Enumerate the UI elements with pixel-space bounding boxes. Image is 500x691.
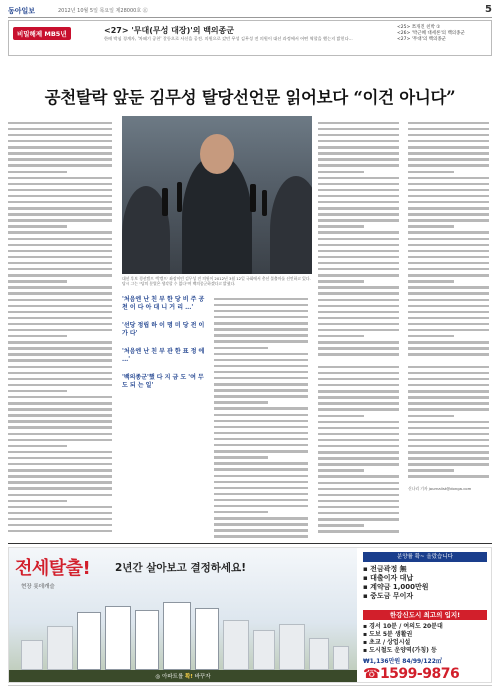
series-description: 한때 박심 경계자, '차떼기 공천' 갈등으로 사신을 공전. 의원으로 갔던 무성 김무성 전 의원이 대선 과정에서 어떤 역할을 했는지 밝힌다... bbox=[104, 36, 353, 41]
series-title: <27> '무대(무성 대장)'의 백의종군 bbox=[104, 26, 235, 35]
building-icon bbox=[163, 602, 191, 670]
ad-benefit-item: ▪ 전금곽정 無 bbox=[363, 565, 407, 573]
ad-side-top: 분양률 확~ 올랐습니다 bbox=[363, 552, 487, 562]
article-column-3 bbox=[318, 120, 402, 360]
pull-quote: '선당 정립 하 이 명 미 당 전 이 가 다' bbox=[122, 322, 205, 337]
series-episode[interactable]: <25> 쪼개진 친박 ① bbox=[397, 25, 441, 30]
ad-location-item: ▪ 초교 / 상업시설 bbox=[363, 639, 411, 646]
building-icon bbox=[333, 646, 349, 670]
masthead bbox=[8, 6, 492, 18]
issue-date: 2012년 10월 5일 목요일 제28000호 ㊄ bbox=[58, 8, 148, 14]
ad-footer: ◎ 아파트를 확! 바꾸자 bbox=[9, 670, 357, 683]
text-line-placeholder bbox=[214, 534, 312, 540]
article-column-4 bbox=[408, 120, 492, 360]
text-line-placeholder bbox=[408, 474, 492, 480]
text-line-placeholder bbox=[408, 352, 492, 358]
series-episode-list bbox=[397, 25, 465, 43]
article-column-6 bbox=[408, 364, 492, 484]
text-line-placeholder bbox=[318, 352, 402, 358]
ad-price: ₩1,136만원 84/99/122㎡ bbox=[363, 658, 442, 665]
text-line-placeholder bbox=[318, 529, 402, 535]
building-icon bbox=[309, 638, 329, 670]
series-badge: 비밀해제 MB5년 bbox=[13, 27, 71, 40]
microphone-icon bbox=[262, 190, 267, 216]
building-icon bbox=[279, 624, 305, 670]
pull-quote: '백의종군'했 다 지 금 도 '여 무 도 되 는 일' bbox=[122, 374, 204, 389]
pull-quotes bbox=[122, 296, 208, 400]
ad-benefit-list bbox=[363, 565, 487, 601]
microphone-icon bbox=[162, 188, 168, 216]
building-icon bbox=[21, 640, 43, 670]
building-icon bbox=[77, 612, 101, 670]
building-icon bbox=[253, 630, 275, 670]
article-byline: 신나리 기자 journalist@donga.com bbox=[408, 486, 472, 491]
building-icon bbox=[105, 606, 131, 670]
pull-quote: '처음엔 난 친 부 관 한 표 정 에 ...' bbox=[122, 348, 205, 363]
ad-divider bbox=[8, 543, 492, 544]
series-episode[interactable]: <27> '무대'의 백의종군 bbox=[397, 37, 447, 42]
building-icon bbox=[223, 620, 249, 670]
article-column-1 bbox=[8, 120, 116, 540]
ad-location-banner: 한강신도시 최고의 입지! bbox=[363, 610, 487, 620]
article-column-2 bbox=[214, 296, 312, 540]
photo-face bbox=[200, 134, 234, 174]
ad-benefit-item: ▪ 계약금 1,000만원 bbox=[363, 583, 429, 591]
ad-benefit-item: ▪ 대출이자 대납 bbox=[363, 574, 414, 582]
photo-caption: 대선 후보 경선캠프 '박캠프' 좌장이던 김무성 전 의원이 2012년 3월 12일 국회에서 총선 불출마를 선언하고 있다. 당시 그는 "당의 분열은 생각할 수 없다"며 백의종군하겠다고 밝혔다. bbox=[122, 276, 311, 286]
photo-figure bbox=[270, 176, 312, 274]
ad-phone-number[interactable]: ☎1599-9876 bbox=[363, 666, 460, 682]
ad-side-panel bbox=[357, 548, 492, 683]
text-line-placeholder bbox=[8, 528, 116, 534]
microphone-icon bbox=[177, 182, 182, 212]
ad-location-item: ▪ 도시철도 운양역(가칭) 등 bbox=[363, 647, 437, 654]
page-number: 5 bbox=[485, 4, 492, 15]
ad-brand: 현장 롯데캐슬 bbox=[21, 584, 55, 590]
building-icon bbox=[195, 608, 219, 670]
ad-title: 전세탈출! bbox=[15, 558, 91, 579]
ad-location-list bbox=[363, 623, 487, 655]
series-header bbox=[8, 20, 492, 56]
page-footer-rule bbox=[8, 685, 492, 689]
pull-quote: '처음엔 난 친 부 한 당 비 주 공 천 이 다 아 대 니 거 리 ...' bbox=[122, 296, 205, 311]
ad-location-item: ▪ 경서 10분 / 여의도 20분대 bbox=[363, 623, 443, 630]
article-headline: 공천탈락 앞둔 김무성 탈당선언문 읽어보다 “이건 아니다” bbox=[44, 88, 456, 107]
building-icon bbox=[135, 610, 159, 670]
article-column-5 bbox=[318, 364, 402, 540]
ad-footer-highlight: 확! bbox=[185, 674, 193, 680]
apartment-illustration bbox=[15, 600, 351, 670]
advertisement[interactable] bbox=[8, 547, 492, 683]
microphone-icon bbox=[250, 184, 256, 212]
newspaper-brand: 동아일보 bbox=[8, 7, 36, 15]
series-episode[interactable]: <26> '박근혜 대세론'의 백의종군 bbox=[397, 31, 465, 36]
article-photo bbox=[122, 116, 312, 274]
ad-benefit-item: ▪ 중도금 무이자 bbox=[363, 592, 414, 600]
building-icon bbox=[47, 626, 73, 670]
ad-subtitle: 2년간 살아보고 결정하세요! bbox=[115, 562, 246, 574]
ad-location-item: ▪ 도보 5분 생활권 bbox=[363, 631, 413, 638]
ad-main-panel bbox=[9, 548, 357, 683]
